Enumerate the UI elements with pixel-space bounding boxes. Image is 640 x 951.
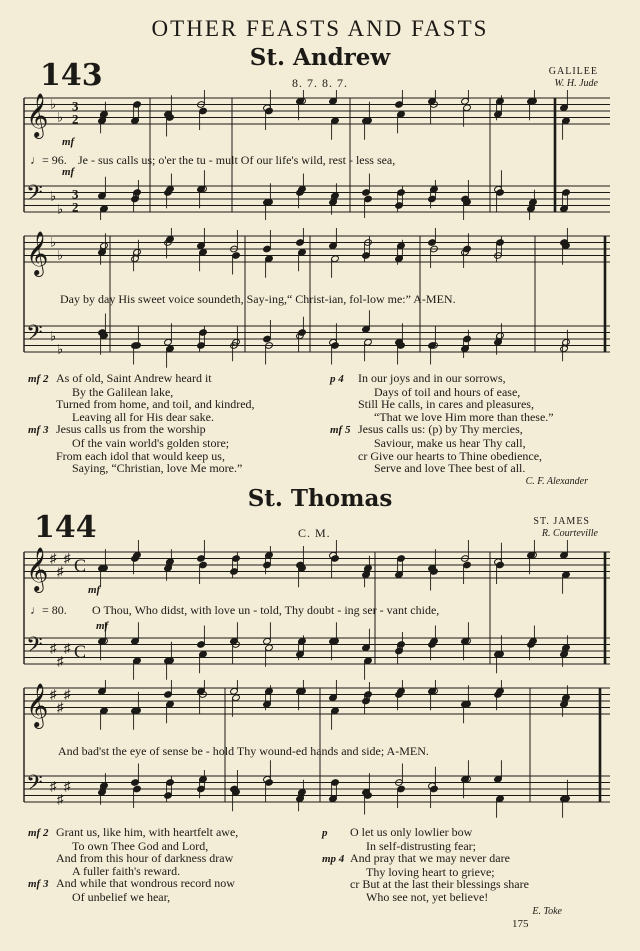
key-signature-icon: ♯ <box>57 653 64 669</box>
verse-text: To own Thee God and Lord, <box>72 838 209 853</box>
page-title: OTHER FEASTS AND FASTS <box>151 16 489 41</box>
verse-line <box>322 852 622 866</box>
time-signature-icon: 2 <box>72 111 79 127</box>
dynamic-marking: mf <box>96 620 109 632</box>
verse-number: mf 2 <box>28 373 49 385</box>
verses-left-143 <box>28 372 328 475</box>
verse-line <box>330 423 620 437</box>
verse-text: O let us only lowlier bow <box>350 825 473 839</box>
verse-number: mf 3 <box>28 424 49 437</box>
text-author-143: C. F. Alexander <box>525 476 588 487</box>
key-signature-icon: ♭ <box>57 109 64 125</box>
treble-clef-icon: 𝄞 <box>26 92 49 137</box>
verse-line <box>330 462 620 475</box>
key-signature-icon: ♯ <box>57 699 64 715</box>
bass-clef-icon: 𝄢 <box>26 633 43 664</box>
verse-text: And from this hour of darkness draw <box>56 851 234 866</box>
verse-text: In our joys and in our sorrows, <box>358 371 506 385</box>
bass-clef-icon: 𝄢 <box>26 181 43 212</box>
verse-text: Still He calls, in cares and pleasures, <box>358 397 534 412</box>
time-signature-icon: C <box>74 641 87 662</box>
key-signature-icon: ♭ <box>50 96 57 112</box>
verse-block <box>330 372 620 475</box>
hymn-number-144: 144 <box>34 510 97 545</box>
hymn-title-143: St. Andrew <box>249 44 391 71</box>
meter-144: C. M. <box>298 526 331 540</box>
key-signature-icon: ♭ <box>57 341 64 357</box>
lyric-line: O Thou, Who didst, with love un - told, Thy doubt - ing ser - vant chide, <box>92 603 440 617</box>
verse-text: A fuller faith's reward. <box>72 863 181 878</box>
verse-line <box>322 826 622 840</box>
dynamic-marking: mf <box>62 166 75 178</box>
verse-text: In self-distrusting fear; <box>366 838 476 853</box>
verse-line <box>322 891 622 904</box>
bass-clef-icon: 𝄢 <box>26 771 43 802</box>
key-signature-icon: ♭ <box>50 328 57 344</box>
tune-name-143: GALILEE <box>548 66 598 77</box>
time-signature-icon: C <box>74 555 87 576</box>
key-signature-icon: ♯ <box>50 778 57 794</box>
verse-line <box>28 891 328 904</box>
verse-text: Jesus calls us: (p) by Thy mercies, <box>358 422 523 437</box>
verse-text: Grant us, like him, with heartfelt awe, <box>56 825 239 839</box>
verse-text: Who see not, yet believe! <box>366 889 489 904</box>
key-signature-icon: ♯ <box>57 563 64 579</box>
key-signature-icon: ♭ <box>50 188 57 204</box>
key-signature-icon: ♯ <box>50 686 57 702</box>
key-signature-icon: ♯ <box>64 640 71 656</box>
lyric-line: Day by day His sweet voice soundeth, Say-ing,“ Christ-ian, fol-low me:” A-MEN. <box>60 292 456 306</box>
verse-number: p 4 <box>330 373 344 385</box>
key-signature-icon: ♯ <box>50 550 57 566</box>
verse-line <box>28 462 328 475</box>
meter-143: 8. 7. 8. 7. <box>292 76 348 90</box>
verse-text: Leaving all for His dear sake. <box>72 409 214 424</box>
verse-block <box>28 826 328 904</box>
verse-text: From each idol that would keep us, <box>56 448 225 463</box>
verse-text: Of the vain world's golden store; <box>72 435 230 450</box>
hymn-title-144: St. Thomas <box>247 485 393 512</box>
verse-text: And while that wondrous record now <box>56 876 235 891</box>
key-signature-icon: ♯ <box>64 686 71 702</box>
verse-number: mf 5 <box>330 424 351 437</box>
verse-line <box>28 826 328 840</box>
dynamic-marking: mf <box>88 584 101 596</box>
verse-block <box>322 826 622 904</box>
verse-text: Jesus calls us from the worship <box>56 422 206 437</box>
lyric-line: And bad'st the eye of sense be - hold Thy wound-ed hands and side; A-MEN. <box>58 744 429 758</box>
verses-right-144 <box>322 826 622 904</box>
composer-143: W. H. Jude <box>554 78 598 89</box>
verse-block <box>28 372 328 475</box>
verse-text: cr But at the last their blessings share <box>350 877 529 892</box>
verse-number: p <box>322 827 328 839</box>
key-signature-icon: ♯ <box>64 778 71 794</box>
verse-text: Turned from home, and toil, and kindred, <box>56 397 255 412</box>
verses-right-143 <box>330 372 620 475</box>
bass-clef-icon: 𝄢 <box>26 321 43 352</box>
time-signature-icon: 3 <box>72 98 79 114</box>
verse-text: Of unbelief we hear, <box>72 889 171 904</box>
verse-text: Days of toil and hours of ease, <box>374 384 521 399</box>
tempo-marking: ♩= 96. <box>30 153 67 167</box>
hymn-number-143: 143 <box>40 58 103 93</box>
key-signature-icon: ♯ <box>57 791 64 807</box>
key-signature-icon: ♭ <box>50 234 57 250</box>
time-signature-icon: 3 <box>72 186 79 202</box>
verse-number: mf 2 <box>28 827 49 839</box>
key-signature-icon: ♯ <box>64 550 71 566</box>
verse-number: mp 4 <box>322 853 345 866</box>
dynamic-marking: mf <box>62 136 75 148</box>
key-signature-icon: ♯ <box>50 640 57 656</box>
verse-text: Serve and love Thee best of all. <box>374 461 526 476</box>
verses-left-144 <box>28 826 328 904</box>
tempo-marking: ♩= 80. <box>30 603 67 617</box>
treble-clef-icon: 𝄞 <box>26 546 49 591</box>
time-signature-icon: 2 <box>72 199 79 215</box>
text-author-144: E. Toke <box>532 906 562 917</box>
key-signature-icon: ♭ <box>57 247 64 263</box>
verse-line <box>28 423 328 437</box>
verse-text: As of old, Saint Andrew heard it <box>56 371 212 385</box>
verse-text: “That we love Him more than these.” <box>374 409 554 424</box>
verse-line <box>28 372 328 386</box>
verse-text: Saying, “Christian, love Me more.” <box>72 461 243 476</box>
verse-text: Saviour, make us hear Thy call, <box>374 435 526 450</box>
lyric-line: Je - sus calls us; o'er the tu - mult Of our life's wild, rest - less sea, <box>78 153 396 167</box>
key-signature-icon: ♭ <box>57 201 64 217</box>
verse-number: mf 3 <box>28 878 49 891</box>
treble-clef-icon: 𝄞 <box>26 230 49 275</box>
verse-text: Thy loving heart to grieve; <box>366 864 495 879</box>
verse-text: By the Galilean lake, <box>72 384 174 399</box>
verse-line <box>28 877 328 891</box>
treble-clef-icon: 𝄞 <box>26 682 49 727</box>
verse-text: cr Give our hearts to Thine obedience, <box>358 448 543 463</box>
tune-name-144: ST. JAMES <box>533 516 590 527</box>
verse-text: And pray that we may never dare <box>350 851 510 866</box>
verse-line <box>330 372 620 386</box>
composer-144: R. Courteville <box>541 528 598 539</box>
page-number: 175 <box>512 918 529 930</box>
